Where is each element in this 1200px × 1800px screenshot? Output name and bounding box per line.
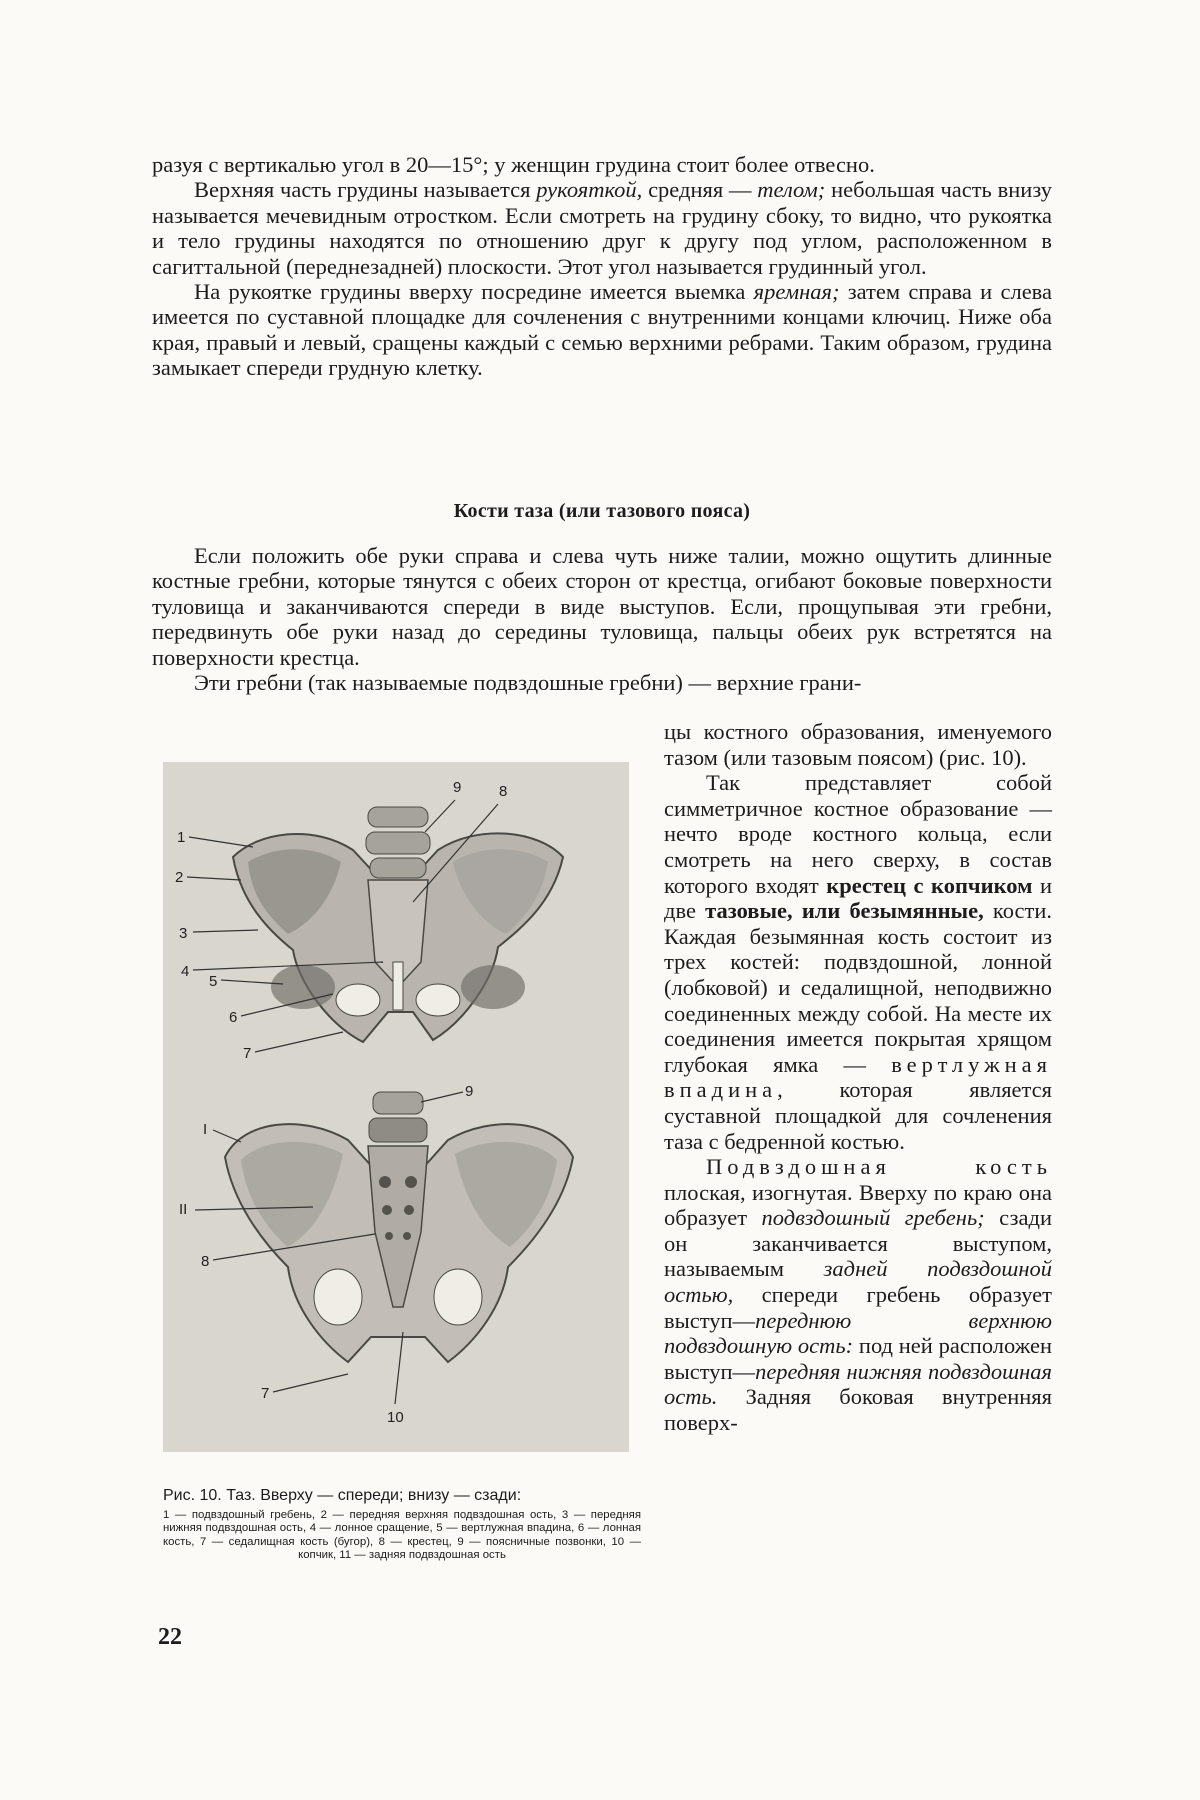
label-top-8: 8 — [499, 783, 508, 800]
label-top-3: 3 — [179, 925, 188, 942]
text-run: плоская, изогнутая. Вверху по краю она образует — [664, 1179, 1052, 1231]
term-acetabulum: вертлужная впадина — [664, 1051, 1052, 1103]
label-top-7: 7 — [243, 1045, 252, 1062]
paragraph-manubrium — [152, 279, 1052, 381]
label-bottom-I: I — [203, 1121, 208, 1138]
term-innominate: тазовые, или безымянные, — [705, 898, 984, 924]
pelvis-figure — [163, 762, 629, 1452]
text-run: Задняя боковая внутренняя поверх- — [664, 1384, 1052, 1436]
text-run: средняя — — [642, 177, 758, 203]
text-run: затем справа и слева имеется по суставной площадке для сочленения с внутренними концами ключиц. Ниже оба края, правый и левый, сращены каждый с семью верхними ребрами. Таким образом, грудина замыкает спереди грудную клетку. — [152, 279, 1052, 381]
caption-title: Рис. 10. Таз. Вверху — спереди; внизу — сзади: — [163, 1487, 522, 1504]
text-run: небольшая часть внизу называется мечевидным отростком. Если смотреть на грудину сбоку, то видно, что рукоятка и тело грудины находятся по отношению друг к другу под углом, расположенном в сагиттальной (переднезадней) плоскости. Этот угол называется грудинный угол. — [152, 177, 1052, 279]
term-anterior-superior-spine: переднюю верхнюю подвздошную ость: — [664, 1307, 1052, 1359]
pelvis-illustration — [163, 762, 629, 1452]
label-top-6: 6 — [229, 1009, 238, 1026]
term-iliac-crest: подвздошный гребень; — [761, 1205, 985, 1231]
label-top-4: 4 — [181, 963, 190, 980]
label-top-1: 1 — [177, 829, 186, 846]
term-handle: рукояткой, — [536, 177, 643, 203]
paragraph-sternum-parts — [152, 177, 1052, 279]
paragraph-continuation: разуя с вертикалью угол в 20—15°; у женщин грудина стоит более отвесно. — [152, 152, 875, 177]
section-text-block — [152, 543, 1052, 695]
right-text-column — [664, 719, 1052, 1436]
term-posterior-spine: задней подвздошной остью, — [664, 1256, 1052, 1308]
figure-caption — [163, 1486, 641, 1563]
page-number: 22 — [158, 1624, 182, 1650]
label-bottom-8: 8 — [201, 1253, 210, 1270]
section-heading: Кости таза (или тазового пояса) — [453, 500, 751, 522]
top-text-block — [152, 152, 1052, 381]
term-sacrum: крестец с копчиком — [826, 872, 1033, 898]
text-run: под ней расположен выступ— — [664, 1333, 1053, 1384]
label-top-2: 2 — [175, 869, 184, 886]
text-run: и две — [664, 872, 1052, 924]
text-run: кости. Каждая безымянная кость состоит из трех костей: подвздошной, лонной (лобковой) и седалищной, неподвижно соединенных между собой. На месте их соединения имеется покрытая хрящом глубокая ямка — — [664, 898, 1052, 1077]
text-run: спереди гребень образует выступ— — [664, 1282, 1052, 1333]
text-run: На рукоятке грудины вверху посредине имеется выемка — [194, 279, 754, 305]
text-run: , которая является суставной площадкой для сочленения таза с бедренной костью. — [664, 1077, 1052, 1154]
label-bottom-10: 10 — [387, 1409, 404, 1426]
label-bottom-7: 7 — [261, 1385, 270, 1402]
label-bottom-II: II — [179, 1201, 188, 1218]
term-anterior-inferior-spine: передняя нижняя подвздошная ость. — [664, 1358, 1052, 1410]
text-run: Верхняя часть грудины называется — [194, 177, 537, 203]
term-jugular: яремная; — [753, 279, 840, 305]
label-top-5: 5 — [209, 973, 218, 990]
paragraph-pelvis-structure — [664, 770, 1052, 1154]
caption-legend: 1 — подвздошный гребень, 2 — передняя верхняя подвздошная ость, 3 — передняя нижняя подвздошная ость, 4 — лонное сращение, 5 — вертлужная впадина, 6 — лонная кость, 7 — седалищная кость (бугор), 8 — крестец, 9 — поясничные позвонки, 10 — копчик, 11 — задняя подвздошная ость — [163, 1509, 641, 1562]
term-ilium: Подвздошная кость — [706, 1154, 1052, 1180]
label-bottom-9: 9 — [465, 1083, 474, 1100]
text-run: Так представляет собой симметричное костное образование — нечто вроде костного кольца, если смотреть на него сверху, в состав которого входят — [664, 770, 1052, 898]
text-run: сзади он заканчивается выступом, называемым — [664, 1205, 1053, 1282]
paragraph-crests: Если положить обе руки справа и слева чуть ниже талии, можно ощутить длинные костные гребни, которые тянутся с обеих сторон от крестца, огибают боковые поверхности туловища и заканчиваются спереди в виде выступов. Если, прощупывая эти гребни, передвинуть обе руки назад до середины туловища, пальцы обеих рук встретятся на поверхности крестца. — [152, 543, 1052, 670]
paragraph-crests-continued: Эти гребни (так называемые подвздошные гребни) — верхние грани- — [194, 670, 862, 696]
paragraph-pelvis-definition: цы костного образования, именуемого тазом (или тазовым поясом) (рис. 10). — [664, 719, 1052, 770]
paragraph-ilium — [664, 1154, 1052, 1436]
term-body: телом; — [757, 177, 826, 203]
label-top-9: 9 — [453, 779, 462, 796]
